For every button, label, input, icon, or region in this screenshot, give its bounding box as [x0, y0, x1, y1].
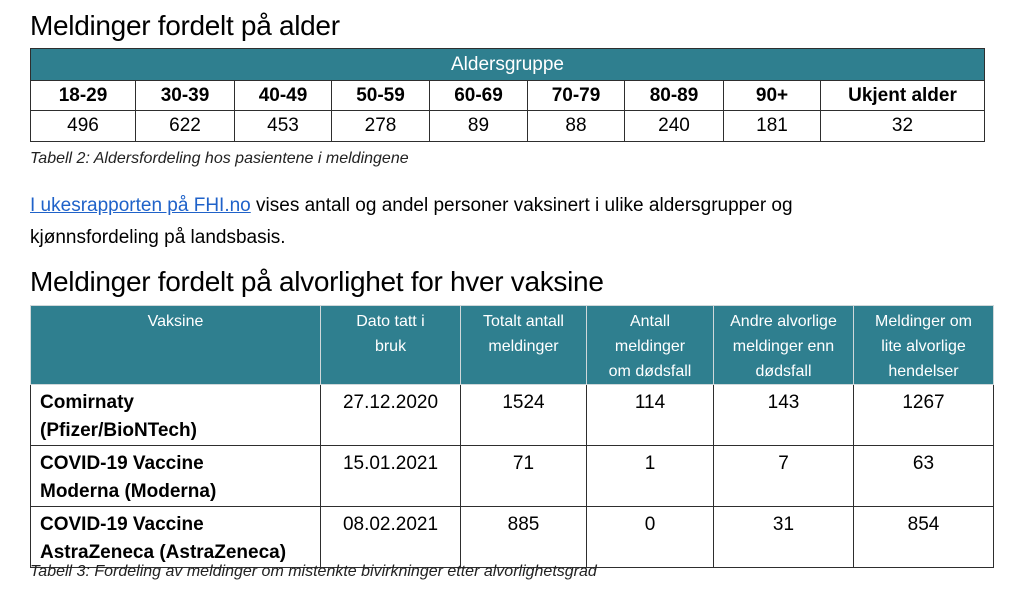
vaccine-serious: 143	[714, 385, 854, 446]
age-col-header: 70-79	[528, 81, 625, 111]
header-text: meldinger enn	[732, 338, 835, 355]
header-text: bruk	[374, 338, 407, 355]
header-text: meldinger	[488, 338, 559, 355]
age-column-headers	[31, 81, 985, 111]
vaccine-deaths: 0	[587, 507, 714, 568]
col-header-total	[461, 306, 587, 385]
age-values-row	[31, 111, 985, 142]
age-col-header: 18-29	[31, 81, 136, 111]
age-col-header: 50-59	[332, 81, 430, 111]
vaccine-name	[31, 446, 321, 507]
paragraph-text: kjønnsfordeling på landsbasis.	[30, 227, 286, 248]
fhi-report-link[interactable]: I ukesrapporten på FHI.no	[30, 195, 251, 216]
age-value: 181	[724, 111, 821, 142]
header-text: hendelser	[888, 363, 959, 380]
table-row	[31, 446, 994, 507]
table3-caption: Tabell 3: Fordeling av meldinger om mistenkte bivirkninger etter alvorlighetsgrad	[30, 563, 597, 580]
vaccine-deaths: 114	[587, 385, 714, 446]
header-text: dødsfall	[755, 363, 812, 380]
vaccine-name-line: COVID-19 Vaccine	[40, 453, 204, 474]
age-value: 32	[821, 111, 985, 142]
vaccine-mild: 854	[854, 507, 994, 568]
age-col-header: 60-69	[430, 81, 528, 111]
col-header-mild	[854, 306, 994, 385]
age-value: 240	[625, 111, 724, 142]
vaccine-date: 27.12.2020	[321, 385, 461, 446]
info-paragraph	[30, 190, 930, 254]
col-header-date	[321, 306, 461, 385]
vaccine-name	[31, 507, 321, 568]
age-group-header: Aldersgruppe	[31, 49, 985, 81]
paragraph-text: vises antall og andel personer vaksinert i ulike aldersgrupper og	[250, 195, 793, 216]
vaccine-name-line: AstraZeneca (AstraZeneca)	[40, 542, 287, 563]
vaccine-total: 71	[461, 446, 587, 507]
vaccine-name-line: (Pfizer/BioNTech)	[40, 420, 197, 441]
heading-severity: Meldinger fordelt på alvorlighet for hver vaksine	[30, 266, 604, 297]
vaccine-date: 15.01.2021	[321, 446, 461, 507]
table-row	[31, 507, 994, 568]
table-row	[31, 385, 994, 446]
age-value: 89	[430, 111, 528, 142]
vaccine-mild: 1267	[854, 385, 994, 446]
age-value: 88	[528, 111, 625, 142]
age-col-header: 30-39	[136, 81, 235, 111]
header-text: lite alvorlige	[881, 338, 966, 355]
vaccine-date: 08.02.2021	[321, 507, 461, 568]
vaccine-name-line: Moderna (Moderna)	[40, 481, 217, 502]
age-col-header: Ukjent alder	[821, 81, 985, 111]
vaccine-name-line: Comirnaty	[40, 392, 134, 413]
vaccine-total: 885	[461, 507, 587, 568]
header-text: meldinger	[614, 338, 686, 355]
vaccine-serious: 7	[714, 446, 854, 507]
header-text: Vaksine	[147, 313, 204, 330]
age-distribution-table	[30, 48, 985, 142]
vaccine-total: 1524	[461, 385, 587, 446]
header-text: om dødsfall	[608, 363, 692, 380]
header-text: Totalt antall	[483, 313, 564, 330]
vaccine-severity-table	[30, 305, 994, 568]
col-header-deaths	[587, 306, 714, 385]
heading-age: Meldinger fordelt på alder	[30, 10, 340, 41]
vaccine-serious: 31	[714, 507, 854, 568]
age-value: 453	[235, 111, 332, 142]
table2-caption: Tabell 2: Aldersfordeling hos pasientene i meldingene	[30, 150, 409, 167]
header-text: Andre alvorlige	[730, 313, 837, 330]
vaccine-header-row	[31, 306, 994, 385]
vaccine-name-line: COVID-19 Vaccine	[40, 514, 204, 535]
age-value: 278	[332, 111, 430, 142]
header-text: Antall	[629, 313, 671, 330]
col-header-vaccine	[31, 306, 321, 385]
vaccine-deaths: 1	[587, 446, 714, 507]
header-text: Meldinger om	[875, 313, 972, 330]
age-value: 496	[31, 111, 136, 142]
age-col-header: 80-89	[625, 81, 724, 111]
vaccine-mild: 63	[854, 446, 994, 507]
vaccine-name	[31, 385, 321, 446]
age-col-header: 90+	[724, 81, 821, 111]
age-value: 622	[136, 111, 235, 142]
col-header-serious	[714, 306, 854, 385]
header-text: Dato tatt i	[356, 313, 425, 330]
age-col-header: 40-49	[235, 81, 332, 111]
